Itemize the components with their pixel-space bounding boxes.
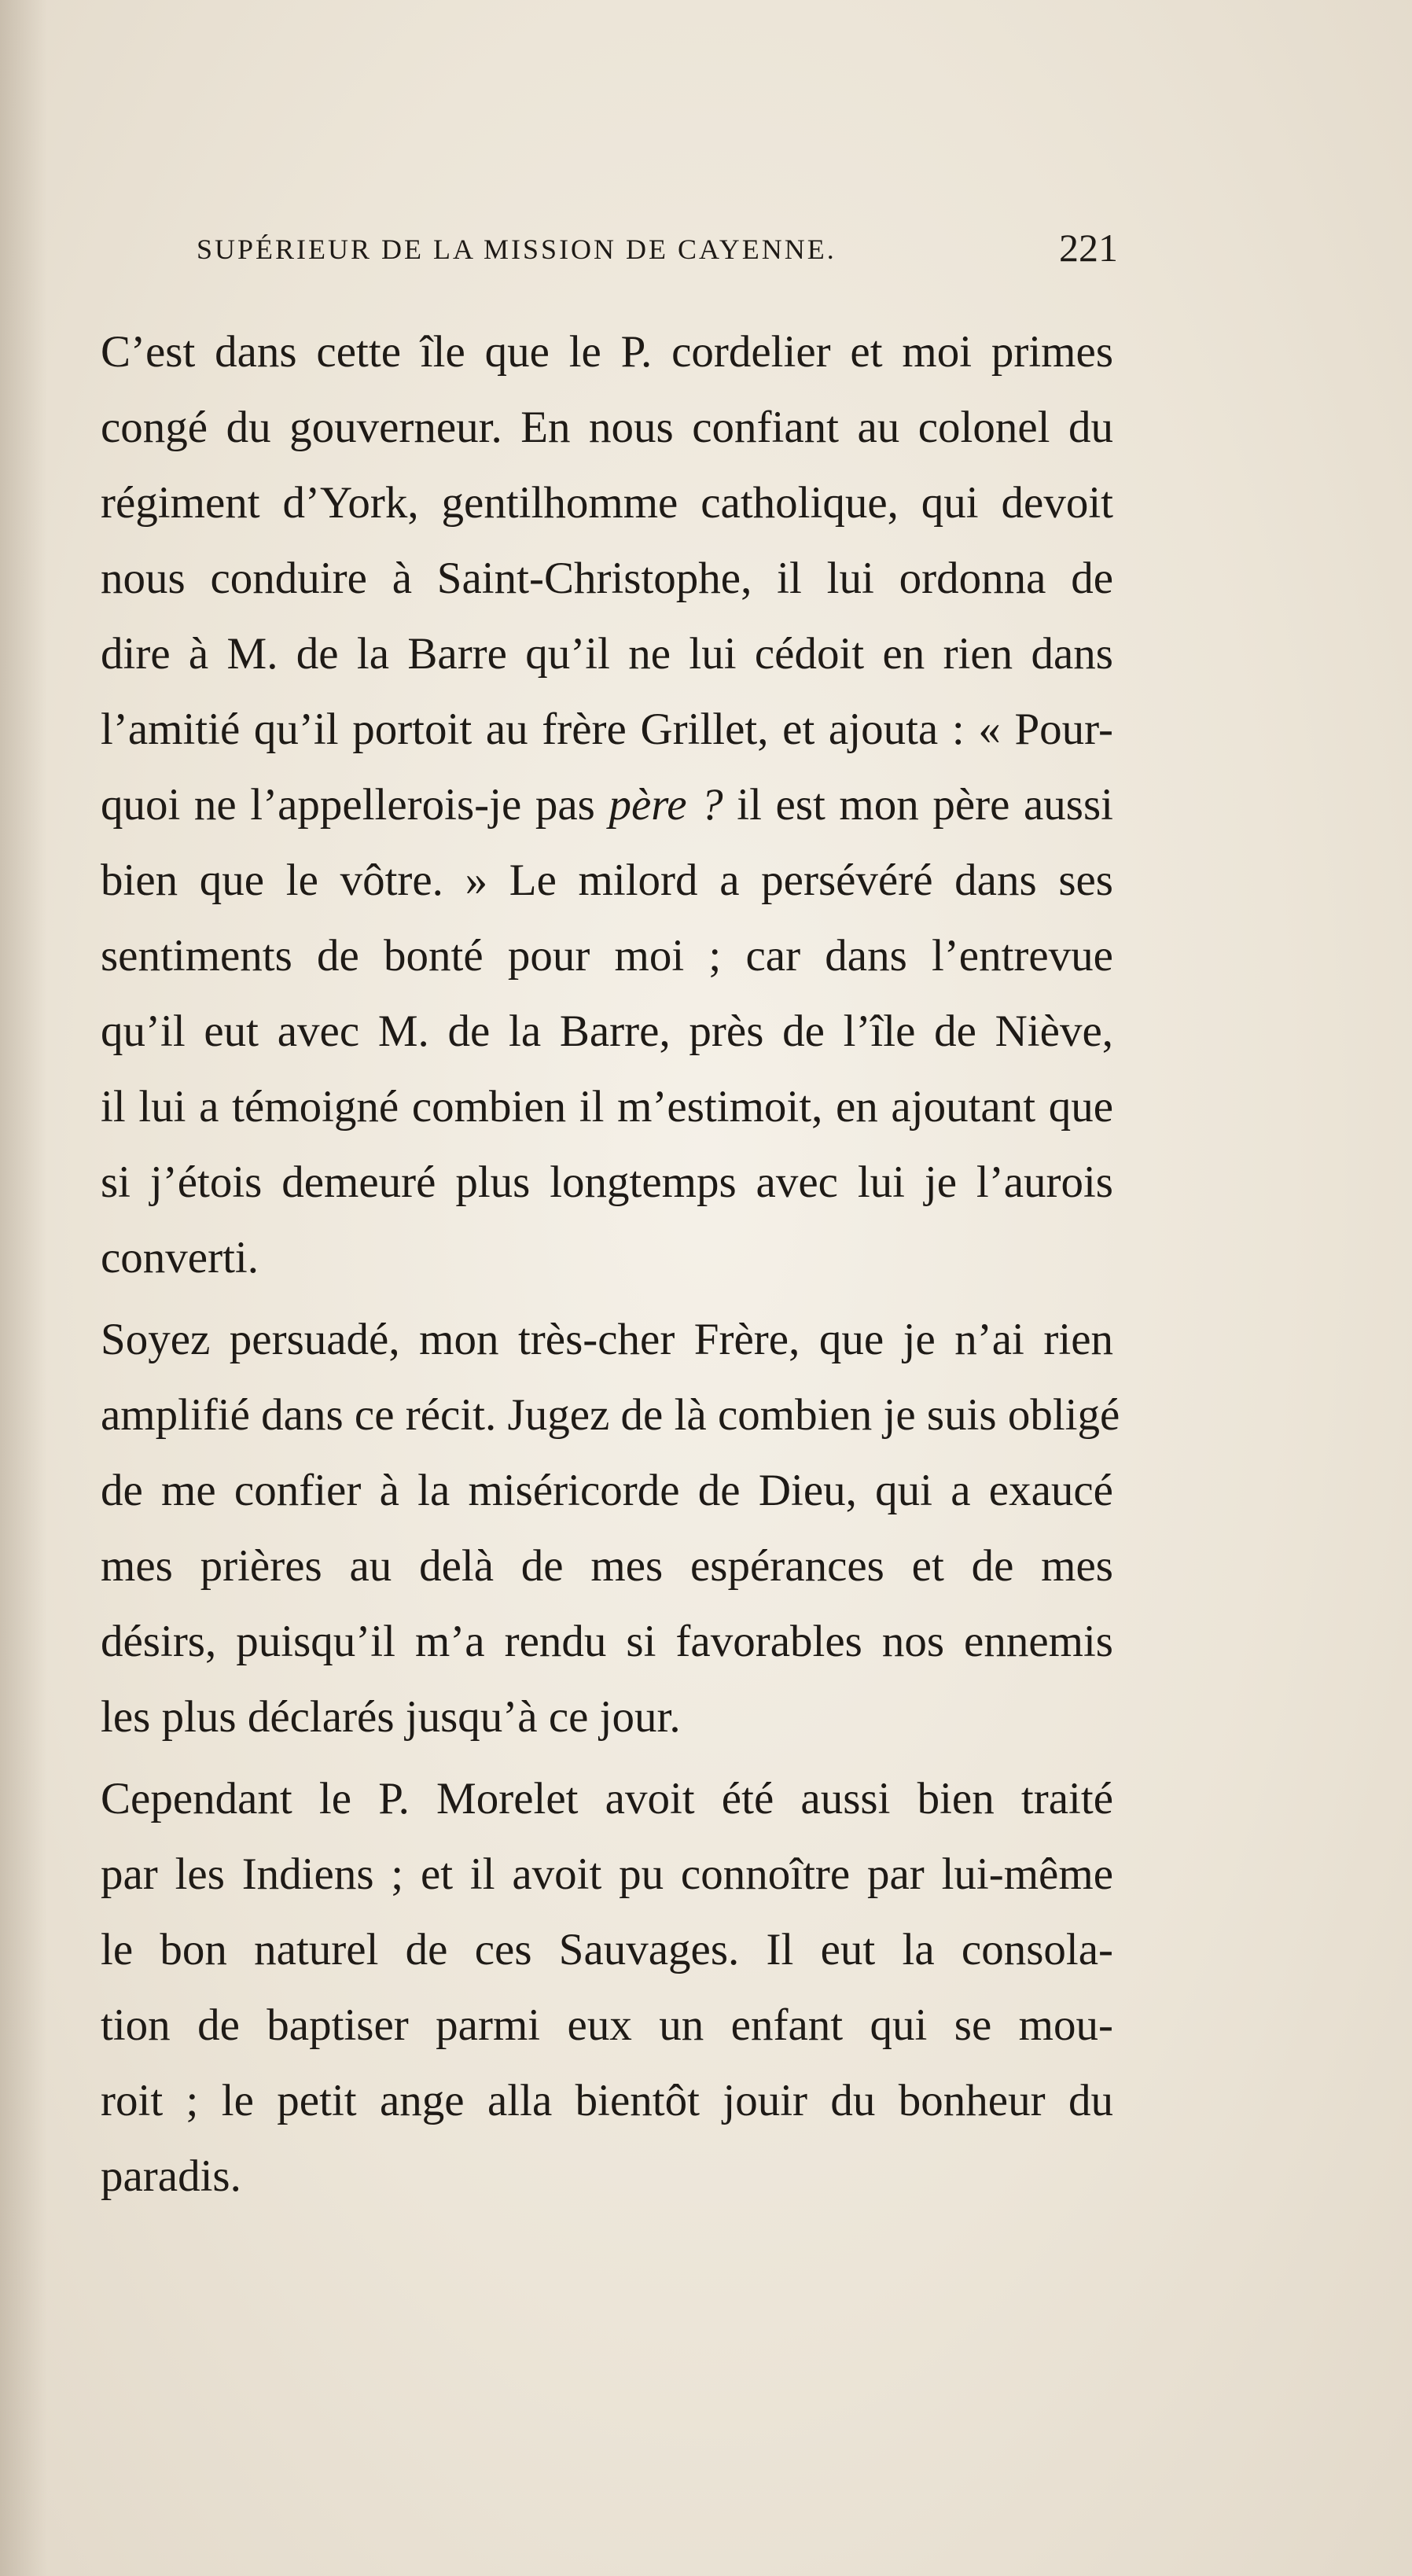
text-line: il lui a témoigné combien il m’estimoit, en ajoutant que <box>101 1082 1113 1132</box>
text-line: bien que le vôtre. » Le milord a persévéré dans ses <box>101 856 1113 905</box>
body-text <box>101 315 1120 2214</box>
italic-word: père ? <box>609 780 723 830</box>
text-line: paradis. <box>101 2151 241 2201</box>
text-line: sentiments de bonté pour moi ; car dans l’entrevue <box>101 931 1113 981</box>
text-line: roit ; le petit ange alla bientôt jouir du bonheur du <box>101 2076 1113 2125</box>
paragraph-first-line: Cependant le P. Morelet avoit été aussi bien traité <box>101 1774 1113 1823</box>
page-edge-shadow <box>0 0 47 2576</box>
text-line: de me confier à la miséricorde de Dieu, qui a exaucé <box>101 1466 1113 1515</box>
text-line: par les Indiens ; et il avoit pu connoître par lui-même <box>101 1849 1113 1899</box>
paragraph-first-line: Soyez persuadé, mon très-cher Frère, que je n’ai rien <box>101 1315 1113 1364</box>
page-number: 221 <box>1059 226 1118 270</box>
text-line: amplifié dans ce récit. Jugez de là combien je suis obligé <box>101 1390 1120 1440</box>
text-line: converti. <box>101 1233 259 1282</box>
text-line: si j’étois demeuré plus longtemps avec lui je l’aurois <box>101 1157 1113 1207</box>
text-line: nous conduire à Saint-Christophe, il lui ordonna de <box>101 554 1113 603</box>
text-line: tion de baptiser parmi eux un enfant qui se mou- <box>101 2000 1113 2050</box>
text-line: dire à M. de la Barre qu’il ne lui cédoit en rien dans <box>101 629 1113 679</box>
text-line: les plus déclarés jusqu’à ce jour. <box>101 1692 681 1742</box>
text-line <box>101 767 1113 843</box>
text-line: C’est dans cette île que le P. cordelier et moi primes <box>101 327 1113 377</box>
text-line-end: il est mon père aussi <box>723 780 1113 830</box>
text-line: régiment d’York, gentilhomme catholique, qui devoit <box>101 478 1113 528</box>
text-line: qu’il eut avec M. de la Barre, près de l’île de Niève, <box>101 1006 1113 1056</box>
text-line: désirs, puisqu’il m’a rendu si favorables nos ennemis <box>101 1617 1113 1666</box>
running-title: SUPÉRIEUR DE LA MISSION DE CAYENNE. <box>197 234 837 265</box>
text-line: mes prières au delà de mes espérances et de mes <box>101 1541 1113 1591</box>
running-head <box>197 226 1118 280</box>
text-line-start: quoi ne l’appellerois-je pas <box>101 780 609 830</box>
text-line: congé du gouverneur. En nous confiant au colonel du <box>101 403 1113 452</box>
text-line: le bon naturel de ces Sauvages. Il eut la consola- <box>101 1925 1113 1974</box>
text-line: l’amitié qu’il portoit au frère Grillet, et ajouta : « Pour- <box>101 705 1113 754</box>
